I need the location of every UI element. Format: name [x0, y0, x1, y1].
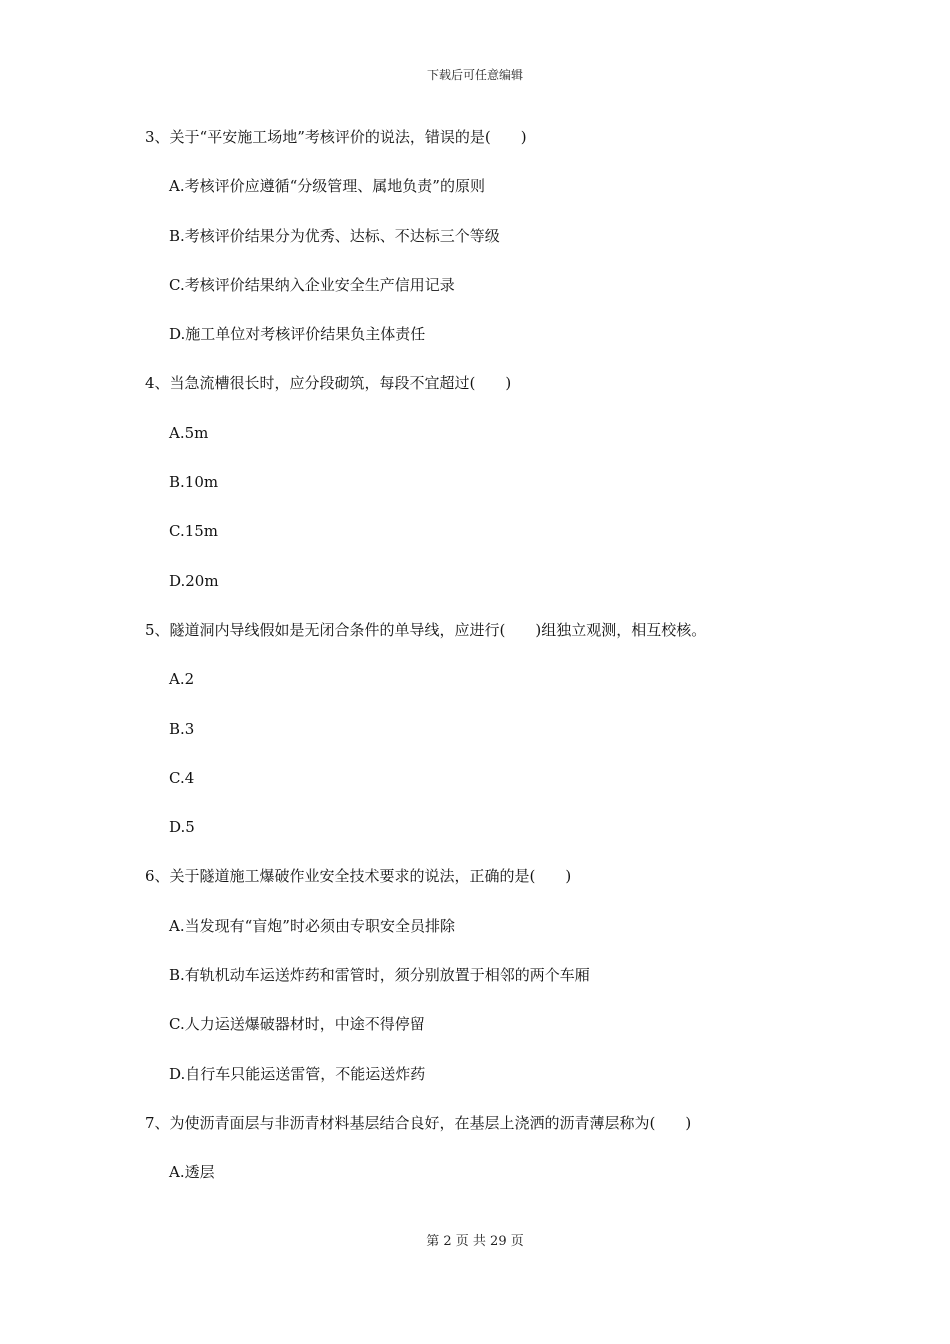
question-6-option-a: A.当发现有“盲炮”时必须由专职安全员排除: [169, 916, 455, 935]
question-5-option-a: A.2: [169, 670, 195, 689]
question-6-option-d: D.自行车只能运送雷管，不能运送炸药: [169, 1064, 426, 1083]
question-3-option-c: C.考核评价结果纳入企业安全生产信用记录: [169, 275, 455, 294]
question-4-option-d: D.20m: [169, 571, 219, 590]
page-footer: 第 2 页 共 29 页: [426, 1234, 524, 1249]
question-4-option-c: C.15m: [169, 522, 219, 541]
question-3-stem: 3、关于“平安施工场地”考核评价的说法，错误的是( ): [145, 128, 527, 146]
question-7-option-a: A.透层: [169, 1163, 215, 1182]
question-5-option-d: D.5: [169, 818, 195, 837]
question-6-stem: 6、关于隧道施工爆破作业安全技术要求的说法，正确的是( ): [145, 867, 572, 886]
question-5-stem: 5、隧道洞内导线假如是无闭合条件的单导线，应进行( )组独立观测，相互校核。: [145, 620, 707, 639]
question-6-option-b: B.有轨机动车运送炸药和雷管时，须分别放置于相邻的两个车厢: [169, 966, 590, 985]
question-6-option-c: C.人力运送爆破器材时，中途不得停留: [169, 1015, 425, 1034]
question-3-option-b: B.考核评价结果分为优秀、达标、不达标三个等级: [169, 226, 500, 245]
question-4-option-a: A.5m: [169, 423, 209, 442]
question-list: [145, 126, 845, 1211]
question-5-option-b: B.3: [169, 719, 195, 738]
question-7-stem: 7、为使沥青面层与非沥青材料基层结合良好，在基层上浇洒的沥青薄层称为( ): [145, 1113, 692, 1132]
page-header: 下载后可任意编辑: [426, 68, 523, 82]
question-3-option-a: A.考核评价应遵循“分级管理、属地负责”的原则: [169, 177, 485, 196]
question-4-option-b: B.10m: [169, 473, 219, 492]
question-3-option-d: D.施工单位对考核评价结果负主体责任: [169, 325, 426, 344]
question-4-stem: 4、当急流槽很长时，应分段砌筑，每段不宜超过( ): [145, 374, 512, 393]
question-5-option-c: C.4: [169, 768, 195, 787]
